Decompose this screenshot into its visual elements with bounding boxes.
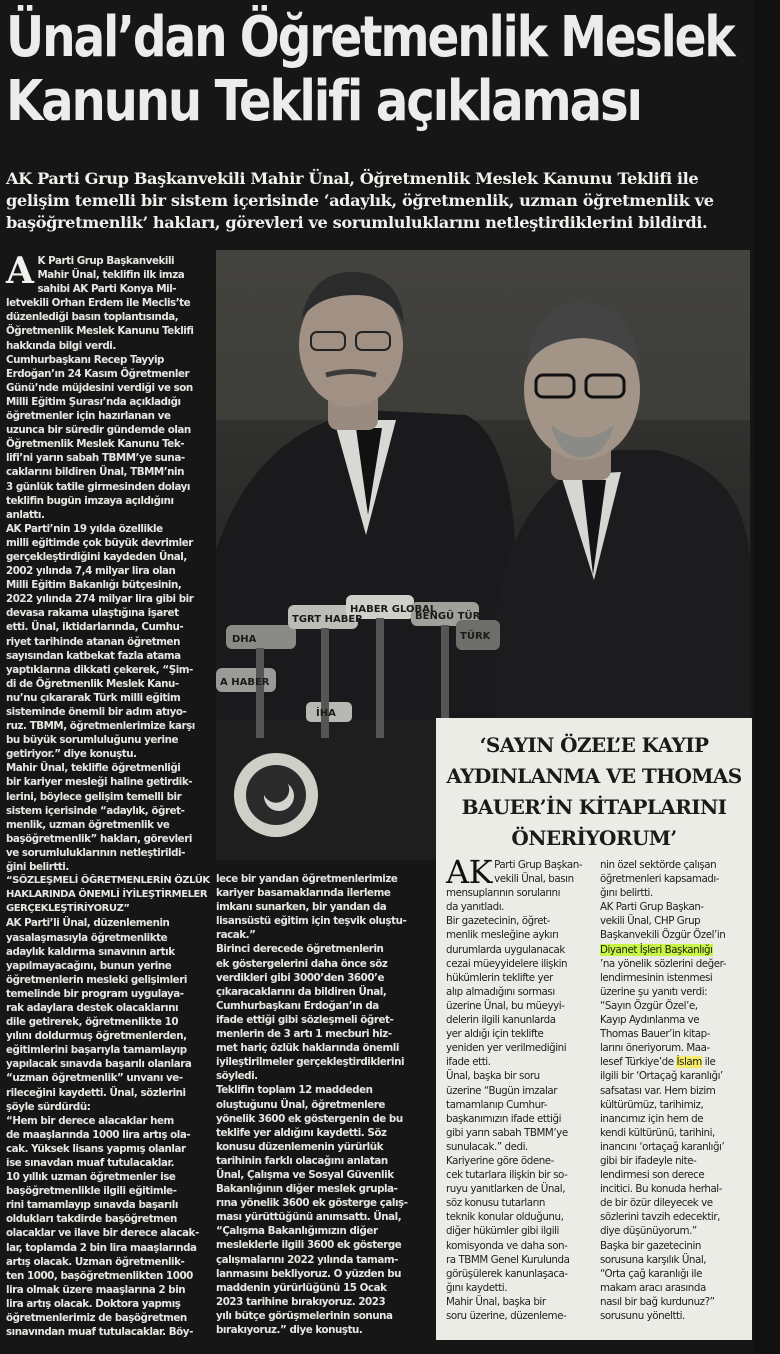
- text-line: larını öneriyorum. Maa-: [600, 1042, 710, 1055]
- text-line: gibi yarın sabah TBMM’ye: [446, 1126, 568, 1139]
- text-line: vekili Ünal, basın: [494, 873, 574, 886]
- text-line: Günü’nde müjdesini verdiği ve son: [6, 381, 193, 394]
- text-line: Başkanvekili Özgür Özel’in: [600, 929, 726, 942]
- text-fragment: lesef Türkiye’de: [600, 1056, 677, 1069]
- text-line: ruz. TBMM, öğretmenlerimize karşı: [6, 720, 195, 733]
- text-fragment: ile: [701, 1056, 716, 1069]
- text-line: lece bir yandan öğretmenlerimize: [216, 873, 398, 885]
- text-line: sözlerini tavzih edecektir,: [600, 1211, 720, 1224]
- text-line: sahibi AK Parti Konya Mil-: [37, 283, 177, 296]
- text-line: yılı bütçe görüşmelerinin sonuna: [216, 1309, 393, 1322]
- text-line: lanmasını bekliyoruz. O yüzden bu: [216, 1267, 402, 1280]
- text-line: AK Parti Grup Başkan-: [600, 901, 704, 914]
- text-line: ifade ettiği gibi sözleşmeli öğret-: [216, 1013, 394, 1026]
- text-line: Cumhurbaşkanı Recep Tayyip: [6, 353, 164, 366]
- text-line: sunulacak.” dedi.: [446, 1140, 528, 1153]
- text-line: 2002 yılında 7,4 milyar lira olan: [6, 565, 176, 578]
- text-line: tarihinin farklı olacağını anlatan: [216, 1154, 388, 1167]
- text-line: yasalaşmasıyla öğretmenlikte: [6, 931, 168, 944]
- text-line: durumlarda uygulanacak: [446, 943, 565, 956]
- text-line: di de Öğretmenlik Meslek Kanu-: [6, 677, 179, 690]
- text-line: lira artış olacak. Doktora yapmış: [6, 1297, 181, 1310]
- text-line: lendirmesi son derece: [600, 1169, 705, 1182]
- text-line: sisteminde önemli bir adım atıyo-: [6, 706, 187, 718]
- text-line: Mahir Ünal, teklifle öğretmenliği: [6, 762, 181, 775]
- text-line: Kariyerine göre ödene-: [446, 1154, 554, 1167]
- body-text: [216, 872, 426, 1337]
- text-line: çıkaracaklarını da bildiren Ünal,: [216, 985, 387, 998]
- text-line: sorusuna karşılık Ünal,: [600, 1253, 707, 1266]
- text-line: alıp almadığını sorması: [446, 985, 555, 998]
- text-line: Bir gazetecinin, öğret-: [446, 915, 550, 928]
- text-line: 2022 yılında 274 milyar lira gibi bir: [6, 593, 194, 606]
- text-line: ’na yönelik sözlerini değer-: [600, 957, 727, 970]
- text-line: inancını ‘ortaçağ karanlığı’: [600, 1140, 725, 1153]
- text-line: sorusunu yöneltti.: [600, 1310, 685, 1322]
- highlighted-line: [600, 1055, 746, 1069]
- sidebar-title-line: ‘SAYIN ÖZEL’E KAYIP: [479, 733, 709, 757]
- text-line: üzerine Ünal, bu müeyyi-: [446, 999, 565, 1012]
- text-line: devasa rakama ulaştığına işaret: [6, 607, 179, 620]
- text-line: racak.”: [216, 929, 256, 942]
- highlighted-line: [600, 943, 746, 957]
- text-line: öğretmenlerin mesleki gelişimleri: [6, 973, 187, 986]
- text-line: başöğretmenlikle ilgili eğitimle-: [6, 1185, 177, 1198]
- text-line: Öğretmenlik Meslek Kanunu Tek-: [6, 438, 185, 451]
- sidebar-dropcap: AK: [446, 853, 493, 891]
- deck-line: gelişim temelli bir sistem içerisinde ‘adaylık, öğretmenlik, uzman öğretmenlik ve: [6, 191, 714, 210]
- sidebar-column-2: [600, 858, 746, 1323]
- text-line: öğretmenler için hazırlanan ve: [6, 410, 171, 423]
- text-line: maddenin yürürlüğünü 15 Ocak: [216, 1281, 387, 1294]
- text-line: cek tutarlara ilişkin bir so-: [446, 1169, 568, 1182]
- text-line: kariyer basamaklarında ilerleme: [216, 887, 391, 900]
- text-line: mesleklerle ilgili 3600 ek gösterge: [216, 1239, 402, 1252]
- sidebar-title-line: AYDINLANMA VE THOMAS: [446, 764, 742, 788]
- text-line: yeniden yer verilmediğini: [446, 1042, 567, 1055]
- text-line: rına yönelik 3600 ek gösterge çalış-: [216, 1197, 408, 1210]
- text-line: rini tamamlayıp sınavda başarılı: [6, 1199, 178, 1212]
- text-line: Birinci derecede öğretmenlerin: [216, 943, 384, 956]
- deck-line: AK Parti Grup Başkanvekili Mahir Ünal, Öğretmenlik Meslek Kanunu Teklifi ile: [6, 169, 699, 188]
- text-line: ğını belirtti.: [600, 887, 653, 900]
- text-line: sistem içerisinde “adaylık, öğret-: [6, 804, 185, 817]
- text-line: ifade etti.: [446, 1056, 491, 1069]
- sidebar-body-text: [600, 1069, 746, 1323]
- text-line: Öğretmenlik Meslek Kanunu Teklifi: [6, 325, 194, 338]
- text-line: artış olacak. Uzman öğretmenlik-: [6, 1255, 185, 1268]
- text-line: üzerine şu yanıtı verdi:: [600, 985, 708, 998]
- text-line: çalışmalarını 2022 yılında tamam-: [216, 1253, 398, 1266]
- mic-label-haber-global: HABER GLOBAL: [350, 604, 437, 615]
- text-line: HAKLARINDA ÖNEMLİ İYİLEŞTİRMELER: [6, 889, 208, 901]
- text-line: imkanı sunarken, bir yandan da: [216, 901, 387, 914]
- text-line: eğitimlerini başarıyla tamamlayıp: [6, 1044, 187, 1057]
- mic-label-tgrt: TGRT HABER: [292, 614, 363, 625]
- text-line: gibi bir ifadeyle nite-: [600, 1154, 697, 1167]
- text-line: lira olmak üzere maaşlarına 2 bin: [6, 1283, 186, 1296]
- text-line: nu’nu çıkararak Türk milli eğitim: [6, 691, 181, 704]
- text-line: Kayıp Aydınlanma ve: [600, 1014, 700, 1027]
- text-line: 10 yıllık uzman öğretmenler ise: [6, 1171, 176, 1184]
- text-line: riyet tarihinde atanan öğretmen: [6, 635, 180, 648]
- sidebar-body-text: [600, 957, 746, 1056]
- text-line: Başka bir gazetecinin: [600, 1239, 701, 1252]
- text-line: görüşülerek kanunlaşaca-: [446, 1267, 568, 1280]
- text-line: ra TBMM Genel Kurulunda: [446, 1253, 570, 1266]
- deck-line: başöğretmenlik’ hakları, görevleri ve sorumluluklarını netleştirdiklerini bildirdi.: [6, 213, 708, 232]
- text-line: met hariç özlük haklarında önemli: [216, 1042, 399, 1055]
- text-line: delerin ilgili kanunlarda: [446, 1014, 556, 1027]
- text-line: makam aracı arasında: [600, 1281, 706, 1294]
- text-line: GERÇEKLEŞTİRİYORUZ”: [6, 903, 130, 915]
- text-line: milli eğitimde çok büyük devrimler: [6, 536, 193, 549]
- text-line: incitici. Bu konuda herhal-: [600, 1183, 722, 1196]
- text-line: söyledi.: [216, 1070, 258, 1083]
- text-line: “Çalışma Bakanlığımızın diğer: [216, 1225, 378, 1238]
- headline-line-1: Ünal’dan Öğretmenlik Meslek: [6, 5, 734, 70]
- text-line: AK Parti’nin 19 yılda özellikle: [6, 522, 163, 535]
- text-line: yönelik 3600 ek göstergenin de bu: [216, 1112, 403, 1125]
- page-edge: [754, 0, 780, 1354]
- headline: [6, 6, 774, 134]
- text-line: ması yürüttüğünü anımsattı. Ünal,: [216, 1211, 402, 1224]
- text-line: menlik mesleğine aykırı: [446, 929, 559, 942]
- mic-label-bengu-turk: BENGÜ TÜRK: [415, 611, 489, 622]
- text-line: komisyonda ve daha son-: [446, 1239, 568, 1252]
- text-line: yapılmayacağını, bunun yerine: [6, 959, 172, 972]
- text-line: yapılacak sınavda başarılı olanlara: [6, 1058, 192, 1071]
- text-line: ğini belirtti.: [6, 861, 69, 874]
- text-line: olacaklar ve ilave bir derece alacak-: [6, 1227, 199, 1240]
- text-line: hakkında bilgi verdi.: [6, 339, 116, 352]
- text-line: sınavından muaf tutulacaklar. Böy-: [6, 1326, 193, 1339]
- sidebar-column-1: [446, 853, 594, 1323]
- text-line: diğer hükümler gibi ilgili: [446, 1225, 559, 1238]
- text-line: “Sayın Özgür Özel’e,: [600, 999, 698, 1012]
- text-line: tamamlanıp Cumhur-: [446, 1098, 548, 1111]
- text-line: de maaşlarında 1000 lira artış ola-: [6, 1128, 191, 1141]
- text-line: şöyle sürdürdü:: [6, 1100, 91, 1113]
- text-line: menlerin de 3 artı 1 mecburi hiz-: [216, 1028, 392, 1041]
- sidebar-body-text: [446, 886, 594, 1323]
- body-text: [6, 916, 212, 1339]
- text-line: 2023 tarihine bırakıyoruz. 2023: [216, 1295, 386, 1308]
- article-column-1: [6, 250, 212, 1339]
- text-line: sayısından katbekat fazla atama: [6, 649, 181, 662]
- text-line: mensuplarının sorularını: [446, 887, 561, 900]
- subheading: [6, 874, 212, 916]
- text-line: yılını doldurmuş öğretmenlerden,: [6, 1030, 187, 1043]
- text-line: vekili Ünal, CHP Grup: [600, 915, 701, 928]
- text-line: “Orta çağ karanlığı ile: [600, 1267, 702, 1280]
- text-line: “uzman öğretmenlik” unvanı ve-: [6, 1072, 183, 1085]
- sidebar-title: [444, 730, 744, 854]
- text-line: Teklifin toplam 12 maddeden: [216, 1084, 373, 1097]
- text-line: dile getirerek, öğretmenlikte 10: [6, 1016, 179, 1029]
- text-line: anlattı.: [6, 508, 45, 521]
- highlight-islam: İslam: [676, 1056, 702, 1069]
- text-line: da yanıtladı.: [446, 901, 504, 914]
- text-line: nasıl bir bağ kurdunuz?”: [600, 1295, 715, 1308]
- article-column-2: [216, 872, 426, 1337]
- text-line: düzenlediği basın toplantısında,: [6, 311, 179, 324]
- text-line: ten 1000, başöğretmenlikten 1000: [6, 1269, 193, 1282]
- mic-label-dha: DHA: [232, 634, 257, 645]
- text-line: Mahir Ünal, teklifin ilk imza: [37, 269, 185, 282]
- text-line: Milli Eğitim Bakanlığı bütçesinin,: [6, 579, 182, 592]
- text-line: yer aldığı için teklifte: [446, 1028, 544, 1041]
- text-line: lisansüstü eğitim için teşvik oluştu-: [216, 915, 407, 928]
- headline-line-2: Kanunu Teklifi açıklaması: [6, 69, 641, 134]
- text-line: uzunca bir süredir gündemde olan: [6, 424, 191, 437]
- text-line: bu büyük sorumluluğunu yerine: [6, 734, 179, 747]
- text-line: lifi’ni yarın sabah TBMM’ye suna-: [6, 452, 185, 465]
- text-line: menlik, uzman öğretmenlik ve: [6, 818, 170, 831]
- text-line: kendi kültürünü, tarihini,: [600, 1126, 715, 1139]
- text-line: “Hem bir derece alacaklar hem: [6, 1114, 174, 1127]
- text-line: teklifin bugün imzaya açıldığını: [6, 494, 174, 507]
- mic-label-turk: TÜRK: [460, 631, 491, 642]
- text-line: konusu düzenlemenin yürürlük: [216, 1140, 383, 1153]
- text-line: temelinde bir program uygulaya-: [6, 987, 184, 1000]
- text-line: ve sorumluluklarının netleştirildi-: [6, 846, 185, 859]
- text-line: üzerine “Bugün imzalar: [446, 1084, 558, 1097]
- text-line: safsatası var. Hem bizim: [600, 1084, 716, 1097]
- text-line: caklarını bildiren Ünal, TBMM’nin: [6, 466, 185, 479]
- text-line: K Parti Grup Başkanvekili: [37, 255, 175, 267]
- text-line: getiriyor.” diye konuştu.: [6, 748, 137, 761]
- text-line: söz konusu tutarların: [446, 1197, 545, 1210]
- text-line: Thomas Bauer’in kitap-: [600, 1028, 711, 1041]
- text-line: teknik konular olduğunu,: [446, 1211, 564, 1224]
- text-line: bir kariyer mesleği haline getirdik-: [6, 776, 193, 789]
- text-line: öğretmenleri kapsamadı-: [600, 873, 720, 886]
- text-line: oluştuğunu Ünal, öğretmenlere: [216, 1098, 385, 1111]
- text-line: “SÖZLEŞMELİ ÖĞRETMENLERİN ÖZLÜK: [6, 875, 210, 887]
- sidebar-box: [436, 718, 752, 1340]
- text-line: ğını kaydetti.: [446, 1281, 508, 1294]
- text-line: ise sınavdan muaf tutulacaklar.: [6, 1157, 175, 1169]
- sidebar-title-line: BAUER’İN KİTAPLARINI: [461, 795, 727, 819]
- text-line: adaylık kaldırma sınavının artık: [6, 945, 175, 958]
- text-line: Mahir Ünal, başka bir: [446, 1295, 546, 1308]
- text-line: Cumhurbaşkanı Erdoğan’ın da: [216, 999, 379, 1012]
- text-line: Erdoğan’ın 24 Kasım Öğretmenler: [6, 367, 190, 380]
- text-line: cezai müeyyidelere ilişkin: [446, 957, 568, 970]
- intro-paragraph: [6, 250, 212, 353]
- text-line: yaptıklarına dikkati çekerek, “Şim-: [6, 663, 193, 676]
- text-line: inancımız için hem de: [600, 1112, 704, 1125]
- text-line: bırakıyoruz.” diye konuştu.: [216, 1324, 363, 1336]
- text-line: öğretmenlerimiz de başöğretmen: [6, 1312, 187, 1325]
- text-line: diye düşünüyorum.”: [600, 1225, 697, 1238]
- body-text: [6, 353, 212, 874]
- text-line: 3 günlük tatile girmesinden dolayı: [6, 480, 190, 493]
- text-line: gerçekleştirdiğini kaydeden Ünal,: [6, 550, 187, 563]
- text-line: Parti Grup Başkan-: [494, 859, 583, 871]
- text-line: etti. Ünal, iktidarlarında, Cumhu-: [6, 621, 184, 634]
- text-line: iyileştirilmeler gerçekleştirdiklerini: [216, 1056, 405, 1069]
- dropcap: A: [6, 250, 34, 292]
- text-line: lar, toplamda 2 bin lira maaşlarında: [6, 1241, 197, 1254]
- text-line: rileceğini kaydetti. Ünal, sözlerini: [6, 1086, 186, 1099]
- text-line: lendirmesinin istenmesi: [600, 971, 713, 984]
- sidebar-title-line: ÖNERİYORUM’: [511, 826, 677, 850]
- text-line: AK Parti’li Ünal, düzenlemenin: [6, 917, 170, 930]
- text-line: soru üzerine, düzenleme-: [446, 1310, 567, 1322]
- mic-label-iha: İHA: [316, 708, 336, 719]
- text-line: rak adaylara destek olacaklarını: [6, 1001, 179, 1014]
- text-line: kültürümüz, tarihimiz,: [600, 1098, 704, 1111]
- text-line: ruyu yanıtlarken de Ünal,: [446, 1183, 566, 1196]
- mic-label-a-haber: A HABER: [220, 677, 270, 688]
- sidebar-body-text: [600, 858, 746, 943]
- text-line: nin özel sektörde çalışan: [600, 859, 717, 871]
- text-line: başkanımızın ifade ettiği: [446, 1112, 562, 1125]
- text-line: de bir özür dileyecek ve: [600, 1197, 713, 1210]
- text-line: cak. Yüksek lisans yapmış olanlar: [6, 1142, 186, 1155]
- text-line: teklife yer aldığını kaydetti. Söz: [216, 1126, 387, 1139]
- text-line: ek göstergelerini daha önce söz: [216, 957, 388, 970]
- text-line: başöğretmenlik” hakları, görevleri: [6, 832, 192, 845]
- text-line: oldukları takdirde başöğretmen: [6, 1213, 177, 1226]
- text-line: letvekili Orhan Erdem ile Meclis’te: [6, 297, 191, 310]
- text-line: verdikleri gibi 3000’den 3600’e: [216, 971, 385, 984]
- text-line: hükümlerin teklifte yer: [446, 971, 553, 984]
- text-line: lerini, böylece gelişim temelli bir: [6, 790, 182, 803]
- text-line: Ünal, başka bir soru: [446, 1070, 540, 1083]
- text-line: ilgili bir ‘Ortaçağ karanlığı’: [600, 1070, 723, 1083]
- text-line: Ünal, Çalışma ve Sosyal Güvenlik: [216, 1168, 394, 1181]
- highlight-diyanet: Diyanet İşleri Başkanlığı: [600, 943, 713, 956]
- deck-summary: [6, 168, 774, 234]
- text-line: Bakanlığının diğer meslek grupla-: [216, 1183, 398, 1196]
- text-line: Milli Eğitim Şurası’nda açıkladığı: [6, 395, 181, 408]
